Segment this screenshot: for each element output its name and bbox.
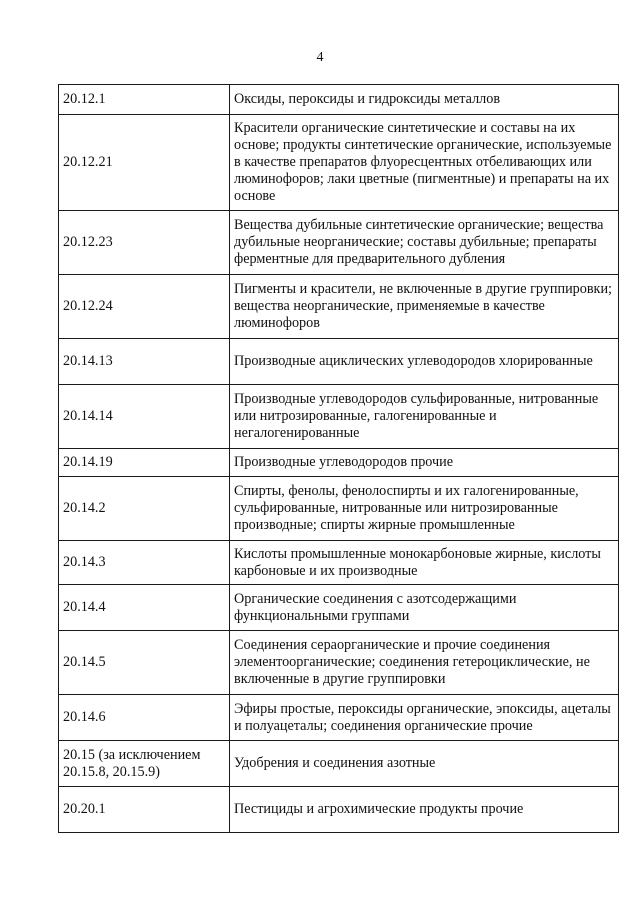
table-row — [59, 695, 619, 741]
code-cell: 20.14.4 — [59, 585, 230, 631]
description-cell: Красители органические синтетические и составы на их основе; продукты синтетические органические, используемые в качестве препаратов флуоресцентных отбеливающих или люминофоров; лаки цветные (пигментные) и препараты на их основе — [230, 115, 619, 211]
description-cell: Оксиды, пероксиды и гидроксиды металлов — [230, 85, 619, 115]
table-row — [59, 631, 619, 695]
table-row — [59, 385, 619, 449]
table-row — [59, 211, 619, 275]
code-cell: 20.14.5 — [59, 631, 230, 695]
code-cell: 20.20.1 — [59, 787, 230, 833]
table-row — [59, 741, 619, 787]
code-cell: 20.14.3 — [59, 541, 230, 585]
table-row — [59, 275, 619, 339]
description-cell: Производные ациклических углеводородов хлорированные — [230, 339, 619, 385]
table-row — [59, 541, 619, 585]
description-cell: Пигменты и красители, не включенные в другие группировки; вещества неорганические, применяемые в качестве люминофоров — [230, 275, 619, 339]
table-row — [59, 449, 619, 477]
table-row — [59, 115, 619, 211]
code-cell: 20.12.1 — [59, 85, 230, 115]
code-cell: 20.14.6 — [59, 695, 230, 741]
page-number: 4 — [316, 50, 324, 65]
table-row — [59, 85, 619, 115]
code-cell: 20.12.23 — [59, 211, 230, 275]
description-cell: Вещества дубильные синтетические органические; вещества дубильные неорганические; составы дубильные; препараты ферментные для предварительного дубления — [230, 211, 619, 275]
code-cell: 20.14.13 — [59, 339, 230, 385]
description-cell: Удобрения и соединения азотные — [230, 741, 619, 787]
table-row — [59, 339, 619, 385]
description-cell: Соединения сераорганические и прочие соединения элементоорганические; соединения гетероциклические, не включенные в другие группировки — [230, 631, 619, 695]
description-cell: Эфиры простые, пероксиды органические, эпоксиды, ацеталы и полуацеталы; соединения органические прочие — [230, 695, 619, 741]
description-cell: Производные углеводородов сульфированные, нитрованные или нитрозированные, галогенированные и негалогенированные — [230, 385, 619, 449]
code-cell: 20.15 (за исключением 20.15.8, 20.15.9) — [59, 741, 230, 787]
description-cell: Производные углеводородов прочие — [230, 449, 619, 477]
table-row — [59, 477, 619, 541]
description-cell: Кислоты промышленные монокарбоновые жирные, кислоты карбоновые и их производные — [230, 541, 619, 585]
classification-table — [58, 84, 619, 833]
code-cell: 20.14.2 — [59, 477, 230, 541]
description-cell: Органические соединения с азотсодержащими функциональными группами — [230, 585, 619, 631]
code-cell: 20.14.19 — [59, 449, 230, 477]
code-cell: 20.14.14 — [59, 385, 230, 449]
description-cell: Пестициды и агрохимические продукты прочие — [230, 787, 619, 833]
description-cell: Спирты, фенолы, фенолоспирты и их галогенированные, сульфированные, нитрованные или нитрозированные производные; спирты жирные промышленные — [230, 477, 619, 541]
code-cell: 20.12.21 — [59, 115, 230, 211]
table-row — [59, 585, 619, 631]
table-row — [59, 787, 619, 833]
code-cell: 20.12.24 — [59, 275, 230, 339]
